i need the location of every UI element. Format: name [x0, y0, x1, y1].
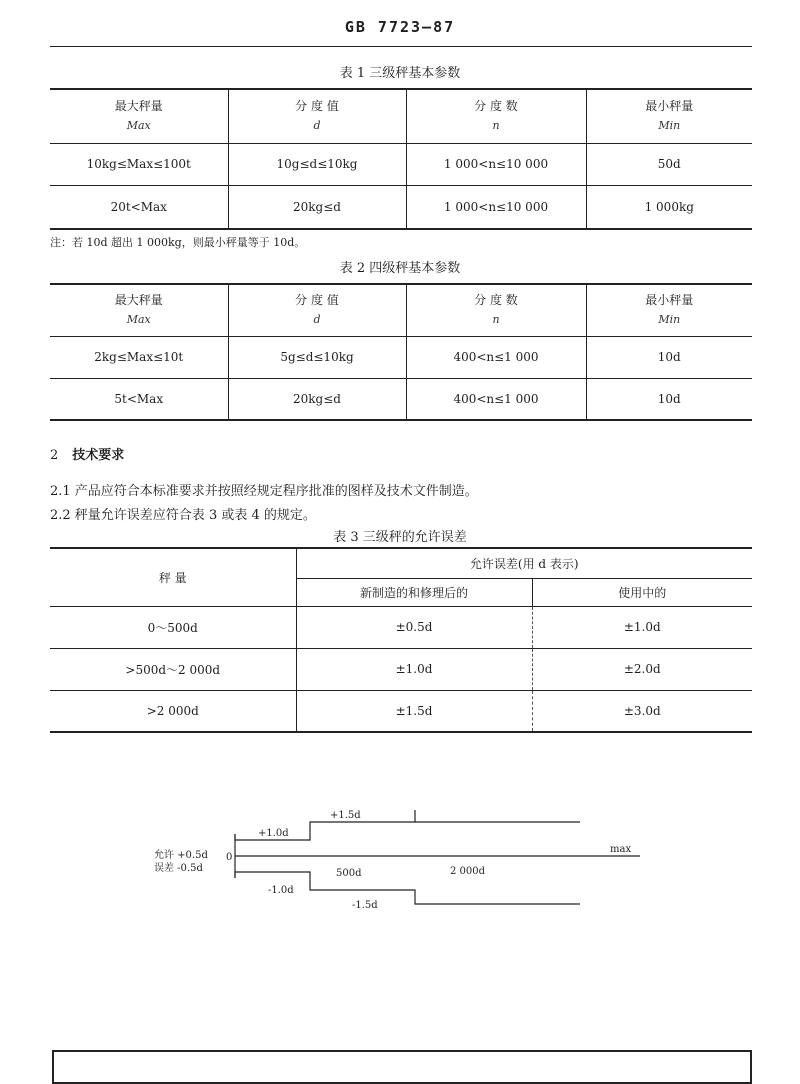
table-cell: 400<n≤1 000: [406, 336, 586, 378]
paragraph-2-1: 2.1 产品应符合本标准要求并按照经规定程序批准的图样及技术文件制造。: [50, 484, 478, 499]
lower-label-2: -1.5d: [352, 900, 378, 911]
tolerance-diagram: [140, 800, 660, 930]
table3-header-cell: 允许误差(用 d 表示): [296, 548, 752, 578]
table-cell: 1 000<n≤10 000: [406, 143, 586, 185]
table2-header-cell: 分 度 数 n: [406, 284, 586, 336]
axis-end-label: max: [610, 844, 632, 855]
table-cell: 400<n≤1 000: [406, 378, 586, 420]
section-title: 技术要求: [72, 448, 125, 463]
x-label-500d: 500d: [336, 868, 362, 879]
table3: [50, 547, 752, 733]
table-cell: 10d: [586, 336, 752, 378]
upper-label-2: +1.5d: [330, 810, 361, 821]
table1-header-cell: 最小秤量 Min: [586, 89, 752, 143]
table3-header-cell: 使用中的: [532, 578, 752, 606]
bottom-frame: [52, 1050, 752, 1084]
table2-header-cell: 最小秤量 Min: [586, 284, 752, 336]
table3-header-cell: 新制造的和修理后的: [296, 578, 532, 606]
table-cell: 0～500d: [50, 606, 296, 648]
table-cell: 5t<Max: [114, 391, 164, 406]
table1-header-cell: 最大秤量 Max: [50, 89, 228, 143]
upper-label-1: +1.0d: [258, 828, 289, 839]
table-cell: 50d: [586, 143, 752, 185]
section-number: 2: [50, 448, 59, 463]
table-cell: ±1.0d: [296, 648, 532, 690]
table-cell: 10kg≤Max≤100t: [50, 143, 228, 185]
table-row: [50, 378, 752, 420]
table2-header-cell: 最大秤量 Max: [50, 284, 228, 336]
table-cell: 20kg≤d: [228, 378, 406, 420]
origin-label: 0: [226, 852, 233, 863]
paragraph-2-2: 2.2 秤量允许误差应符合表 3 或表 4 的规定。: [50, 508, 316, 523]
table3-header-cell: 秤 量: [50, 548, 296, 606]
table-cell: ±0.5d: [296, 606, 532, 648]
lower-label-1: -1.0d: [268, 885, 294, 896]
table1-note: 注：若 10d 超出 1 000kg，则最小秤量等于 10d。: [50, 236, 306, 249]
table-cell: 20kg≤d: [228, 185, 406, 229]
table-row: [50, 185, 752, 229]
table2-caption: 表 2 四级秤基本参数: [339, 261, 461, 276]
header-rule: [50, 46, 752, 47]
table-row: [50, 606, 752, 648]
table1-header-cell: 分 度 值 d: [228, 89, 406, 143]
side-label-line1: 允许 +0.5d: [154, 850, 208, 861]
table-cell: ±1.0d: [532, 606, 752, 648]
table-row: [50, 143, 752, 185]
table-row: [50, 336, 752, 378]
table-cell: 20t<Max: [110, 199, 167, 214]
table3-header-row: [50, 548, 752, 578]
table3-caption: 表 3 三级秤的允许误差: [333, 530, 467, 545]
standard-code: GB 7723—87: [344, 18, 456, 36]
table-cell: >2 000d: [146, 703, 199, 718]
table-cell: 2kg≤Max≤10t: [50, 336, 228, 378]
table1-header-cell: 分 度 数 n: [406, 89, 586, 143]
table-cell: ±2.0d: [532, 648, 752, 690]
table-cell: 5g≤d≤10kg: [228, 336, 406, 378]
side-label-line2: 误差 -0.5d: [154, 863, 203, 874]
section-heading: [50, 444, 124, 463]
table2: [50, 283, 752, 421]
table1-header-row: [50, 89, 752, 143]
table-cell: 1 000<n≤10 000: [406, 185, 586, 229]
table1-caption: 表 1 三级秤基本参数: [339, 66, 461, 81]
table-cell: 10d: [586, 378, 752, 420]
table-cell: ±3.0d: [532, 690, 752, 732]
table1: [50, 88, 752, 230]
x-label-2000d: 2 000d: [450, 866, 486, 877]
table2-header-row: [50, 284, 752, 336]
table-cell: >500d～2 000d: [50, 648, 296, 690]
table-row: [50, 648, 752, 690]
table2-header-cell: 分 度 值 d: [228, 284, 406, 336]
table-cell: 1 000kg: [586, 185, 752, 229]
table-cell: ±1.5d: [296, 690, 532, 732]
table-row: [50, 690, 752, 732]
table-cell: 10g≤d≤10kg: [228, 143, 406, 185]
